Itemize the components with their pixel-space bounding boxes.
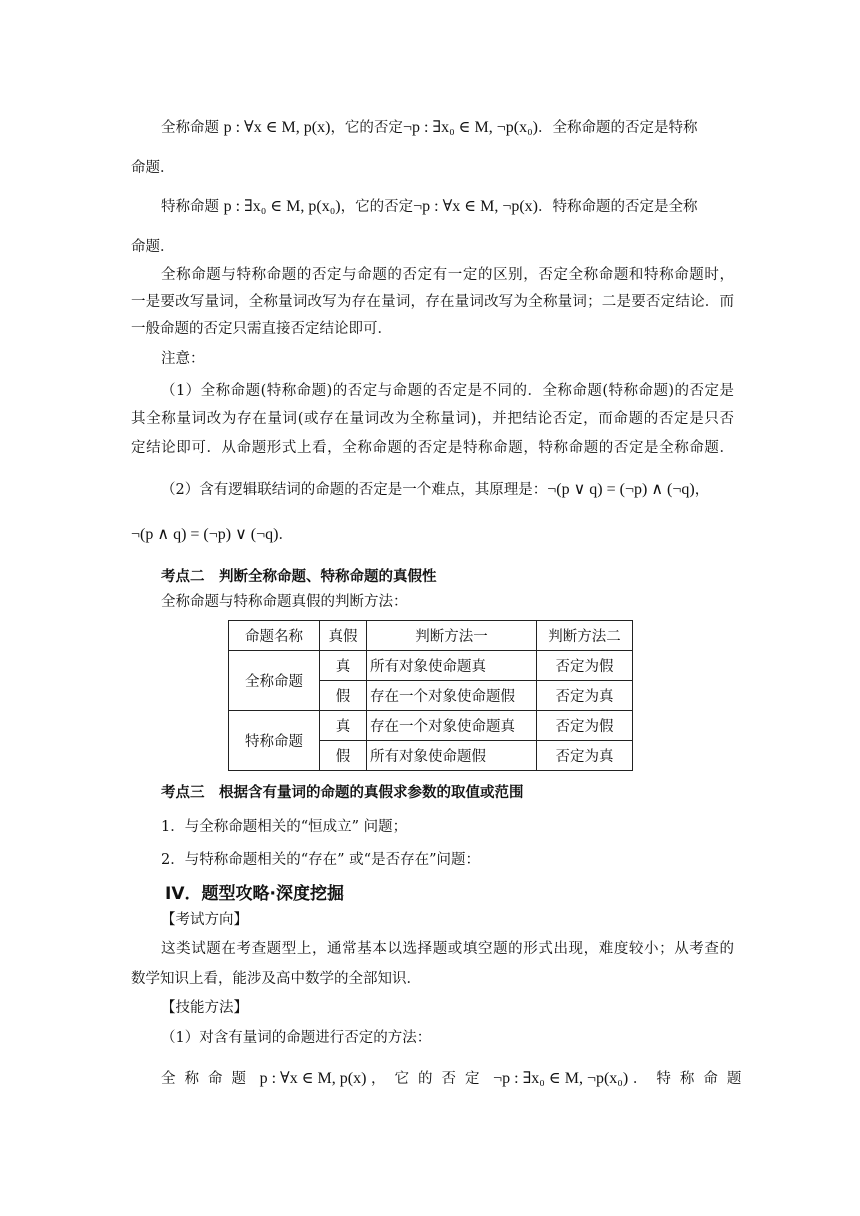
list-item: 2．与特称命题相关的“存在” 或“是否存在”问题： [161,852,480,868]
subsection-label: 【技能方法】 [161,1000,248,1016]
formula-negation: ¬p : ∃x₀ ∈ M, ¬p(x₀) [493,1070,629,1087]
paragraph-difference: 全称命题与特称命题的否定与命题的否定有一定的区别，否定全称命题和特称命题时， [161,267,734,283]
table-header-row [229,621,633,651]
table-cell: 特称命题 [229,711,320,771]
paragraph-continuation: 命题． [131,239,175,255]
text: ． [278,527,293,543]
table-cell: 假 [320,681,367,711]
section-heading: 考点三 根据含有量词的命题的真假求参数的取值或范围 [161,785,524,801]
paragraph-exam-direction: 数学知识上看，能涉及高中数学的全部知识． [131,971,421,987]
table-cell: 存在一个对象使命题真 [367,711,537,741]
formula-existential: p : ∃x₀ ∈ M, p(x₀) [223,198,341,215]
text: （2）含有逻辑联结词的命题的否定是一个难点，其原理是： [161,482,548,498]
table-header: 命题名称 [229,621,320,651]
text: ．全称命题的否定是特称 [538,120,698,136]
table-cell: 否定为假 [537,711,633,741]
table-header: 判断方法一 [367,621,537,651]
subsection-label: 【考试方向】 [161,912,248,928]
note-item-2 [161,479,709,501]
paragraph-difference: 一般命题的否定只需直接否定结论即可． [131,321,392,337]
table-row [229,711,633,741]
table-cell: 所有对象使命题真 [367,651,537,681]
paragraph-exam-direction: 这类试题在考查题型上，通常基本以选择题或填空题的形式出现，难度较小；从考查的 [161,941,734,957]
table-cell: 真 [320,711,367,741]
formula-universal: p : ∀x ∈ M, p(x) [259,1070,367,1087]
table-header: 判断方法二 [537,621,633,651]
text: ．特称命题的否定是全称 [538,199,698,215]
table-cell: 存在一个对象使命题假 [367,681,537,711]
text: ．特称命题 [632,1071,751,1087]
text: 全称命题 [161,120,219,136]
list-item: （1）对含有量词的命题进行否定的方法： [161,1030,432,1046]
text: 全称命题 [161,1071,255,1087]
paragraph-existential-negation [161,196,698,218]
table-cell: 全称命题 [229,651,320,711]
list-item: 1．与全称命题相关的“恒成立” 问题； [161,819,408,835]
table-row [229,651,633,681]
note-item-1: （1）全称命题(特称命题)的否定与命题的否定是不同的．全称命题(特称命题)的否定是 [161,383,734,399]
formula-de-morgan-or: ¬(p ∨ q) = (¬p) ∧ (¬q) [547,481,695,498]
table-cell: 否定为真 [537,741,633,771]
table-cell: 否定为假 [537,651,633,681]
table-cell: 否定为真 [537,681,633,711]
text: ，它的否定 [330,120,403,136]
text: ，它的否定 [371,1071,489,1087]
note-label: 注意： [161,351,205,367]
chapter-heading: IV．题型攻略·深度挖掘 [165,884,344,904]
section-intro: 全称命题与特称命题真假的判断方法： [161,594,408,610]
table-cell: 假 [320,741,367,771]
text: ， [694,482,710,498]
note-item-1: 定结论即可．从命题形式上看，全称命题的否定是特称命题，特称命题的否定是全称命题． [131,440,734,456]
table-cell: 所有对象使命题假 [367,741,537,771]
table-cell: 真 [320,651,367,681]
table-header: 真假 [320,621,367,651]
formula-negation: ¬p : ∃x₀ ∈ M, ¬p(x₀) [402,119,538,136]
paragraph-universal-negation [161,1068,750,1090]
section-heading: 考点二 判断全称命题、特称命题的真假性 [161,569,437,585]
text: 特称命题 [161,199,219,215]
paragraph-universal-negation [161,117,698,139]
text: ，它的否定 [340,199,414,215]
truth-judgement-table [228,620,633,771]
paragraph-difference: 一是要改写量词，全称量词改写为存在量词，存在量词改写为全称量词；二是要否定结论．而 [131,294,734,310]
note-item-1: 其全称量词改为存在量词(或存在量词改为全称量词)，并把结论否定，而命题的否定是只否 [131,411,734,427]
formula-universal: p : ∀x ∈ M, p(x) [223,119,331,136]
paragraph-continuation: 命题． [131,160,175,176]
note-item-2-formula [131,524,293,546]
formula-negation: ¬p : ∀x ∈ M, ¬p(x) [413,198,538,215]
formula-de-morgan-and: ¬(p ∧ q) = (¬p) ∨ (¬q) [131,526,279,543]
